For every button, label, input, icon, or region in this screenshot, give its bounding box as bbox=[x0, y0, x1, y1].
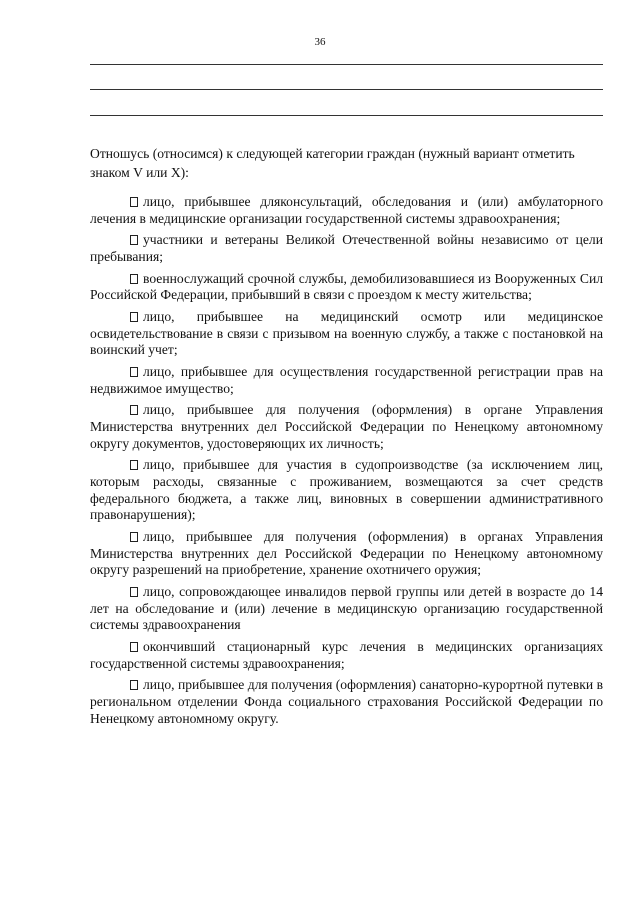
blank-line-2 bbox=[90, 89, 603, 90]
option-item bbox=[90, 309, 603, 359]
option-label: лицо, прибывшее на медицинский осмотр или медицинское освидетельствование в связи с призывом на военную службу, а также с постановкой на воинский учет; bbox=[90, 309, 603, 358]
option-label: лицо, прибывшее для осуществления государственной регистрации прав на недвижимое имущество; bbox=[90, 364, 603, 396]
option-label: участники и ветераны Великой Отечественной войны независимо от цели пребывания; bbox=[90, 232, 603, 264]
option-item bbox=[90, 232, 603, 265]
option-item bbox=[90, 584, 603, 634]
options-list bbox=[90, 194, 603, 732]
checkbox-icon[interactable] bbox=[130, 587, 138, 597]
option-label: лицо, прибывшее для получения (оформления) в органах Управления Министерства внутренних дел Российской Федерации по Ненецкому автономному округу разрешений на приобретение, хранение охотничего оружия; bbox=[90, 529, 603, 578]
option-label: лицо, прибывшее для получения (оформления) санаторно-курортной путевки в региональном отделении Фонда социального страхования Российской Федерации по Ненецкому автономному округу. bbox=[90, 677, 603, 726]
checkbox-icon[interactable] bbox=[130, 274, 138, 284]
option-item bbox=[90, 457, 603, 523]
option-label: лицо, прибывшее для участия в судопроизводстве (за исключением лиц, которым расходы, связанные с проживанием, возмещаются за счет средств федерального бюджета, а также лиц, виновных в совершении административного правонарушения); bbox=[90, 457, 603, 523]
checkbox-icon[interactable] bbox=[130, 197, 138, 207]
option-label: лицо, прибывшее для получения (оформления) в органе Управления Министерства внутренних дел Российской Федерации по Ненецкому автономному округу документов, удостоверяющих их личность; bbox=[90, 402, 603, 451]
option-item bbox=[90, 639, 603, 672]
option-label: лицо, сопровождающее инвалидов первой группы или детей в возрасте до 14 лет на обследование и (или) лечение в медицинскую организацию государственной системы здравоохранения bbox=[90, 583, 603, 633]
checkbox-icon[interactable] bbox=[130, 532, 138, 542]
option-item bbox=[90, 529, 603, 579]
blank-line-3 bbox=[90, 115, 603, 116]
checkbox-icon[interactable] bbox=[130, 367, 138, 377]
option-item bbox=[90, 402, 603, 452]
option-item bbox=[90, 271, 603, 304]
option-label: военнослужащий срочной службы, демобилизовавшиеся из Вооруженных Сил Российской Федерации, прибывший в связи с проездом к месту жительства; bbox=[90, 270, 603, 303]
checkbox-icon[interactable] bbox=[130, 642, 138, 652]
option-item bbox=[90, 677, 603, 727]
checkbox-icon[interactable] bbox=[130, 460, 138, 470]
option-item bbox=[90, 194, 603, 227]
option-label: лицо, прибывшее дляконсультаций, обследования и (или) амбулаторного лечения в медицинские организации государственной системы здравоохранения; bbox=[90, 194, 603, 226]
page-number: 36 bbox=[314, 36, 326, 48]
intro-text: Отношусь (относимся) к следующей категории граждан (нужный вариант отметить знаком V или X): bbox=[90, 146, 575, 180]
blank-line-1 bbox=[90, 64, 603, 65]
checkbox-icon[interactable] bbox=[130, 405, 138, 415]
checkbox-icon[interactable] bbox=[130, 312, 138, 322]
checkbox-icon[interactable] bbox=[130, 235, 138, 245]
option-label: окончивший стационарный курс лечения в медицинских организациях государственной системы здравоохранения; bbox=[90, 638, 603, 671]
option-item bbox=[90, 364, 603, 397]
checkbox-icon[interactable] bbox=[130, 680, 138, 690]
